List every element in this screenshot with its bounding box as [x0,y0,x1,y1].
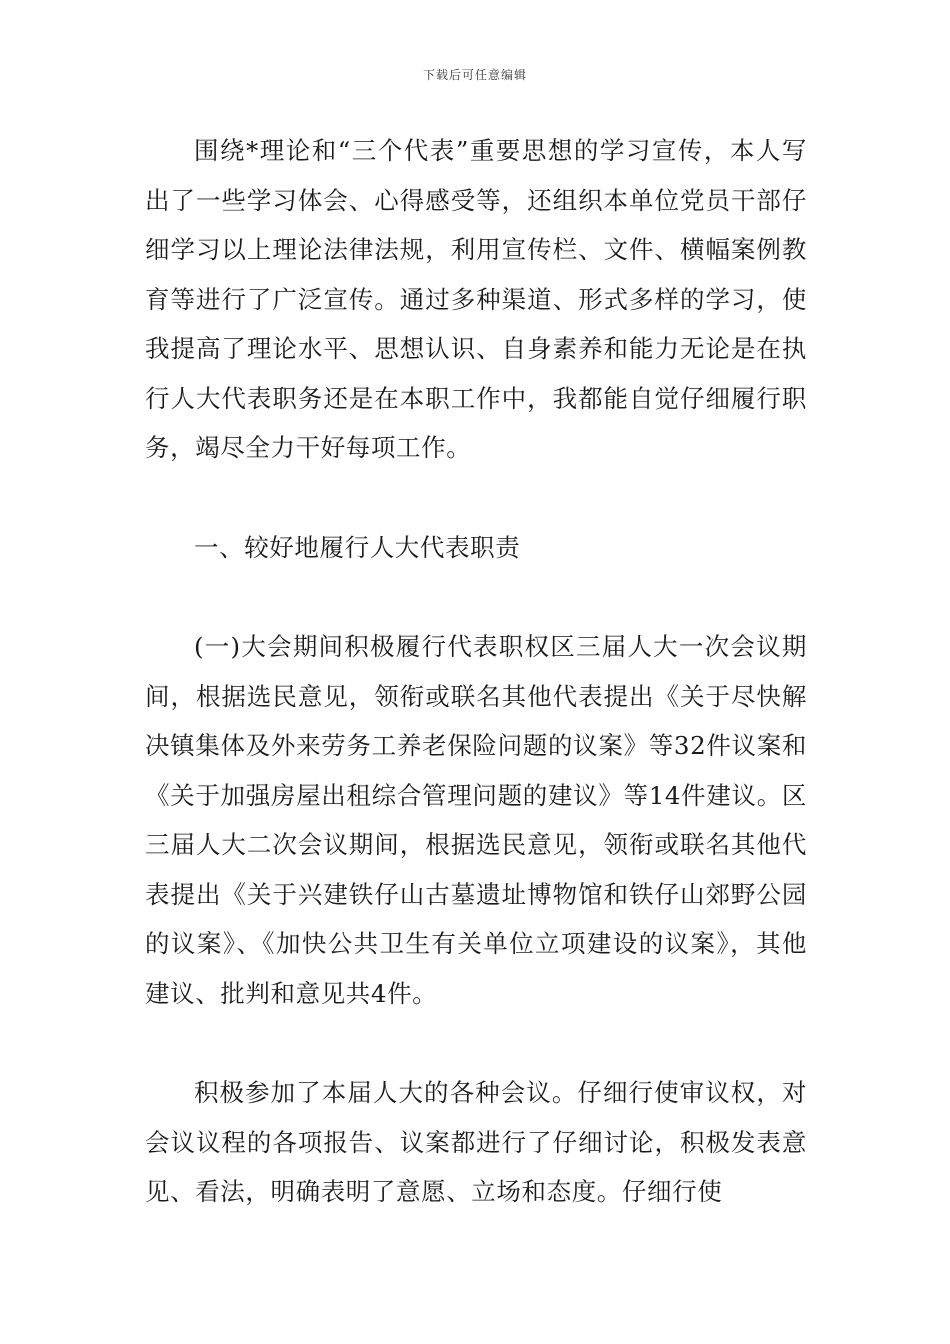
paragraph-spacer [145,1018,807,1068]
paragraph-spacer [145,473,807,523]
paragraph-proposals: (一)大会期间积极履行代表职权区三届人大一次会议期间，根据选民意见，领衔或联名其他代表提出《关于尽快解决镇集体及外来劳务工养老保险问题的议案》等32件议案和《关于加强房屋出租综合管理问题的建议》等14件建议。区三届人大二次会议期间，根据选民意见，领衔或联名其他代表提出《关于兴建铁仔山古墓遗址博物馆和铁仔山郊野公园的议案》、《加快公共卫生有关单位立项建设的议案》，其他建议、批判和意见共4件。 [145,632,807,1008]
paragraph-spacer [145,572,807,622]
page-header-note: 下载后可任意编辑 [422,68,527,82]
section-heading-duties: 一、较好地履行人大代表职责 [194,532,521,562]
paragraph-meetings: 积极参加了本届人大的各种会议。仔细行使审议权，对会议议程的各项报告、议案都进行了仔细讨论，积极发表意见、看法，明确表明了意愿、立场和态度。仔细行使 [145,1078,807,1206]
paragraph-study-summary: 围绕*理论和“三个代表”重要思想的学习宣传，本人写出了一些学习体会、心得感受等，还组织本单位党员干部仔细学习以上理论法律法规，利用宣传栏、文件、横幅案例教育等进行了广泛宣传。通过多种渠道、形式多样的学习，使我提高了理论水平、思想认识、自身素养和能力无论是在执行人大代表职务还是在本职工作中，我都能自觉仔细履行职务，竭尽全力干好每项工作。 [145,136,807,462]
document-body [145,126,807,1217]
